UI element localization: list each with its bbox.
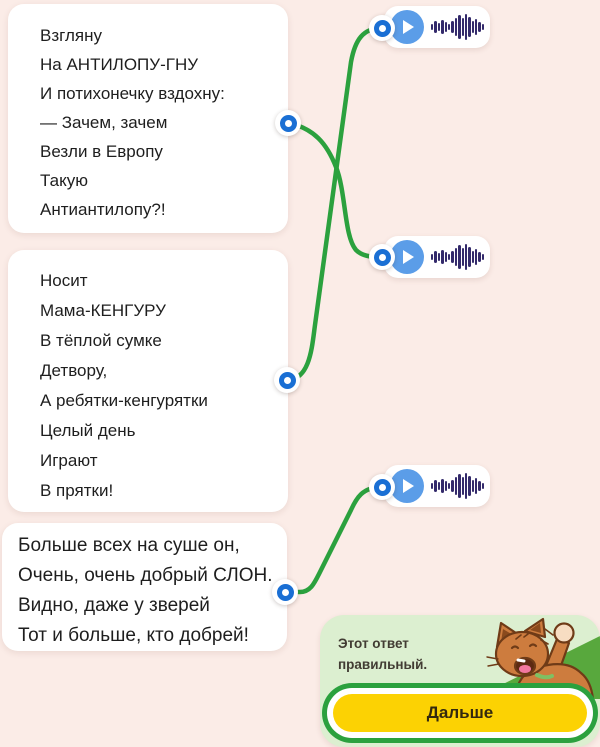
connection-line-card1-audio2 [288,123,382,257]
poem-line: Очень, очень добрый СЛОН. [18,565,273,586]
connector-dot-card-1[interactable] [275,110,301,136]
play-icon [403,20,414,34]
poem-line: Везли в Европу [40,142,163,161]
poem-line: На АНТИЛОПУ-ГНУ [40,55,199,74]
poem-line: Носит [40,271,88,290]
audio-player-3 [384,465,490,507]
poem-line: Такую [40,171,88,190]
connector-dot-audio-3[interactable] [369,474,395,500]
dot-ring-icon [374,249,391,266]
poem-line: В тёплой сумке [40,331,162,350]
dot-ring-icon [280,115,297,132]
poem-card-1[interactable] [8,4,288,233]
audio-player-2 [384,236,490,278]
waveform-icon [431,13,484,41]
connection-line-audio1-card2 [287,28,382,380]
dot-ring-icon [374,479,391,496]
poem-card-3[interactable] [2,523,287,651]
poem-line: А ребятки-кенгурятки [40,391,208,410]
poem-line: Видно, даже у зверей [18,595,210,616]
connector-dot-card-2[interactable] [274,367,300,393]
poem-line: Взгляну [40,26,102,45]
connector-dot-audio-2[interactable] [369,244,395,270]
poem-line: Тот и больше, кто добрей! [18,625,249,646]
next-button-border [327,688,593,738]
next-button-frame [322,683,598,743]
dot-ring-icon [374,20,391,37]
poem-line: Целый день [40,421,136,440]
waveform-icon [431,472,484,500]
dot-ring-icon [277,584,294,601]
next-button[interactable]: Дальше [333,694,587,732]
dot-ring-icon [279,372,296,389]
play-button[interactable] [390,469,424,503]
connection-line-card3-audio3 [285,487,382,592]
play-button[interactable] [390,240,424,274]
poem-card-2[interactable] [8,250,288,512]
connector-dot-audio-1[interactable] [369,15,395,41]
poem-line: И потихонечку вздохну: [40,84,225,103]
poem-line: В прятки! [40,481,114,500]
connector-dot-card-3[interactable] [272,579,298,605]
poem-line: Детвору, [40,361,108,380]
poem-line: Больше всех на суше он, [18,535,240,556]
play-icon [403,250,414,264]
audio-player-1 [384,6,490,48]
feedback-message: Этот ответ правильный. [338,636,428,672]
poem-line: Мама-КЕНГУРУ [40,301,166,320]
poem-line: Играют [40,451,98,470]
poem-line: — Зачем, зачем [40,113,168,132]
feedback-panel [320,615,600,747]
play-icon [403,479,414,493]
poem-line: Антиантилопу?! [40,200,166,219]
play-button[interactable] [390,10,424,44]
waveform-icon [431,243,484,271]
